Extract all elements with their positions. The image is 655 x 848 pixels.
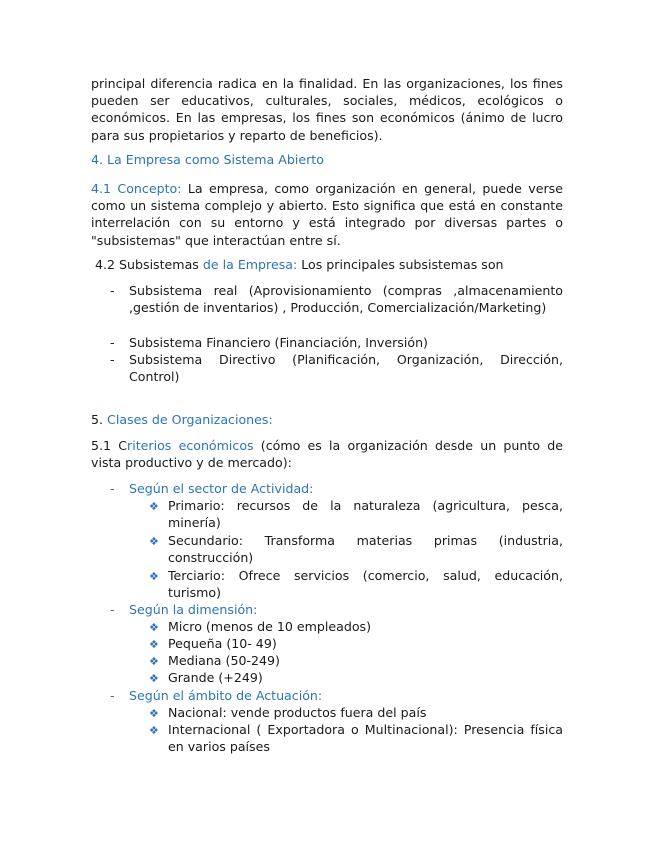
subsystem-directivo: Subsistema Directivo (Planificación, Organización, Dirección, Control)	[129, 352, 563, 385]
dimension-micro: Micro (menos de 10 empleados)	[168, 619, 372, 634]
dimension-pequena: Pequeña (10- 49)	[168, 636, 277, 651]
section-4-2-prefix: 4.2 Subsistemas	[95, 257, 203, 272]
group-sector-title: Según el sector de Actividad:	[129, 481, 314, 496]
group-dimension-title: Según la dimensión:	[129, 602, 258, 617]
diamond-bullet-icon: ❖	[149, 570, 159, 583]
section-4-1-paragraph	[91, 180, 563, 249]
dash-bullet: -	[110, 352, 115, 367]
diamond-bullet-icon: ❖	[149, 672, 159, 685]
section-4-2-paragraph	[95, 256, 567, 273]
diamond-bullet-icon: ❖	[149, 535, 159, 548]
section-5-heading	[91, 411, 563, 428]
group-ambito-title: Según el ámbito de Actuación:	[129, 688, 323, 703]
dash-bullet: -	[110, 283, 115, 298]
sector-secundario: Secundario: Transforma materias primas (industria, construcción)	[168, 533, 563, 566]
ambito-nacional: Nacional: vende productos fuera del país	[168, 705, 427, 720]
dash-bullet: -	[110, 602, 115, 617]
section-4-2-text: Los principales subsistemas son	[297, 257, 504, 272]
diamond-bullet-icon: ❖	[149, 500, 159, 513]
diamond-bullet-icon: ❖	[149, 638, 159, 651]
section-5-1-prefix: 5.1 C	[91, 438, 128, 453]
subsystem-financiero: Subsistema Financiero (Financiación, Inversión)	[129, 335, 428, 350]
dash-bullet: -	[110, 688, 115, 703]
section-5-1-text: (cómo es la organización desde un punto de vista productivo y de mercado):	[91, 438, 563, 471]
diamond-bullet-icon: ❖	[149, 724, 159, 737]
diamond-bullet-icon: ❖	[149, 655, 159, 668]
sector-primario: Primario: recursos de la naturaleza (agricultura, pesca, minería)	[168, 498, 563, 531]
section-5-1-label: riterios económicos	[127, 438, 254, 453]
section-5-title: Clases de Organizaciones:	[107, 412, 273, 427]
section-4-1-text: La empresa, como organización en general, puede verse como un sistema complejo y abierto. Esto significa que está en constante interrelación con su entorno y está integrado por diversas partes o "subsistemas" que interactúan entre sí.	[91, 181, 563, 248]
ambito-internacional: Internacional ( Exportadora o Multinacional): Presencia física en varios países	[168, 722, 563, 755]
section-5-number: 5.	[91, 412, 108, 427]
sector-terciario: Terciario: Ofrece servicios (comercio, salud, educación, turismo)	[168, 568, 563, 601]
dimension-grande: Grande (+249)	[168, 670, 263, 685]
dash-bullet: -	[110, 335, 115, 350]
diamond-bullet-icon: ❖	[149, 621, 159, 634]
section-4-heading: 4. La Empresa como Sistema Abierto	[91, 152, 324, 167]
dash-bullet: -	[110, 481, 115, 496]
intro-paragraph: principal diferencia radica en la finalidad. En las organizaciones, los fines pueden ser educativos, culturales, sociales, médicos, ecológicos o económicos. En las empresas, los fines son económicos (ánimo de lucro para sus propietarios y reparto de beneficios).	[91, 76, 563, 143]
diamond-bullet-icon: ❖	[149, 707, 159, 720]
subsystem-real: Subsistema real (Aprovisionamiento (compras ,almacenamiento ,gestión de inventarios) , Producción, Comercialización/Marketing)	[129, 283, 563, 316]
section-4-2-label: de la Empresa:	[202, 257, 298, 272]
section-5-1-paragraph	[91, 437, 563, 471]
dimension-mediana: Mediana (50-249)	[168, 653, 280, 668]
section-4-1-label: 4.1 Concepto:	[91, 181, 182, 196]
